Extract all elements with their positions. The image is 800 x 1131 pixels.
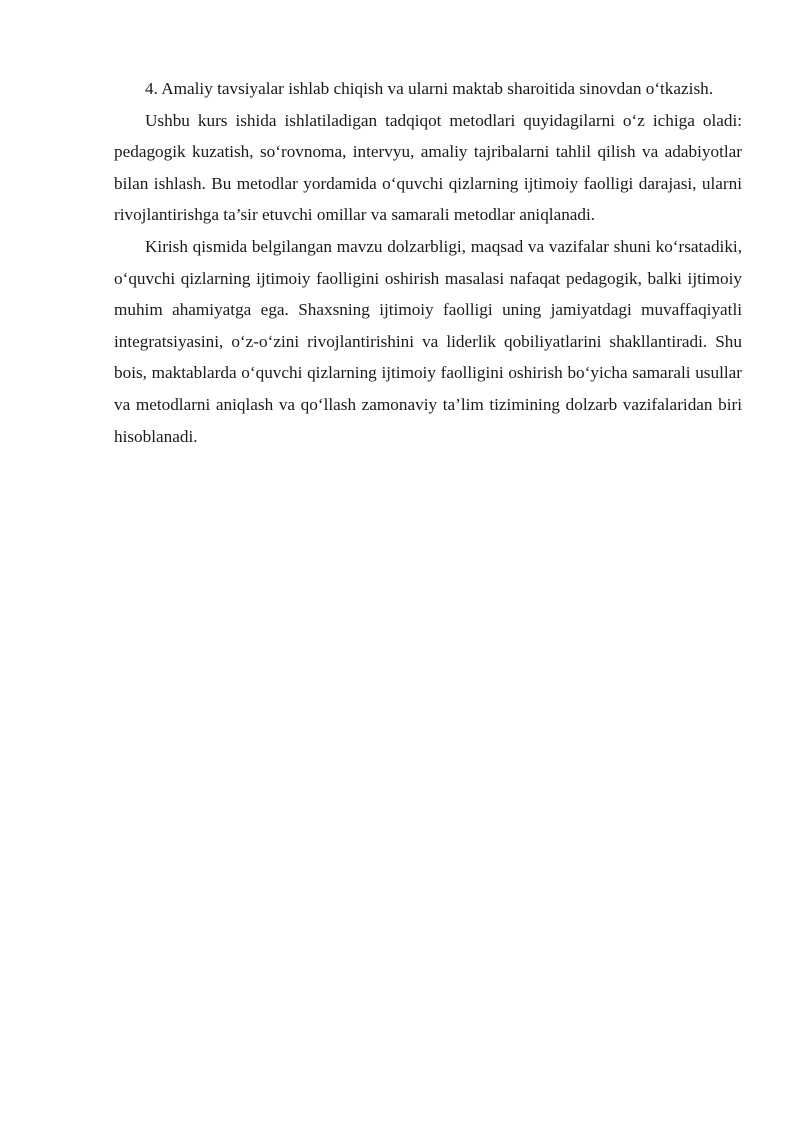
paragraph-practical-recommendations: 4. Amaliy tavsiyalar ishlab chiqish va ularni maktab sharoitida sinovdan o‘tkazish.	[145, 79, 714, 98]
document-body	[114, 73, 742, 452]
paragraph-introduction-summary: Kirish qismida belgilangan mavzu dolzarbligi, maqsad va vazifalar shuni ko‘rsatadiki, o‘quvchi qizlarning ijtimoiy faolligini oshirish masalasi nafaqat pedagogik, balki ijtimoiy muhim ahamiyatga ega. Shaxsning ijtimoiy faolligi uning jamiyatdagi muvaffaqiyatli integratsiyasini, o‘z-o‘zini rivojlantirishini va liderlik qobiliyatlarini shakllantiradi. Shu bois, maktablarda o‘quvchi qizlarning ijtimoiy faolligini oshirish bo‘yicha samarali usullar va metodlarni aniqlash va qo‘llash zamonaviy ta’lim tizimining dolzarb vazifalaridan biri hisoblanadi.	[114, 236, 742, 446]
paragraph-research-methods: Ushbu kurs ishida ishlatiladigan tadqiqot metodlari quyidagilarni o‘z ichiga oladi: pedagogik kuzatish, so‘rovnoma, intervyu, amaliy tajribalarni tahlil qilish va adabiyotlar bilan ishlash. Bu metodlar yordamida o‘quvchi qizlarning ijtimoiy faolligi darajasi, ularni rivojlantirishga ta’sir etuvchi omillar va samarali metodlar aniqlanadi.	[114, 110, 742, 225]
